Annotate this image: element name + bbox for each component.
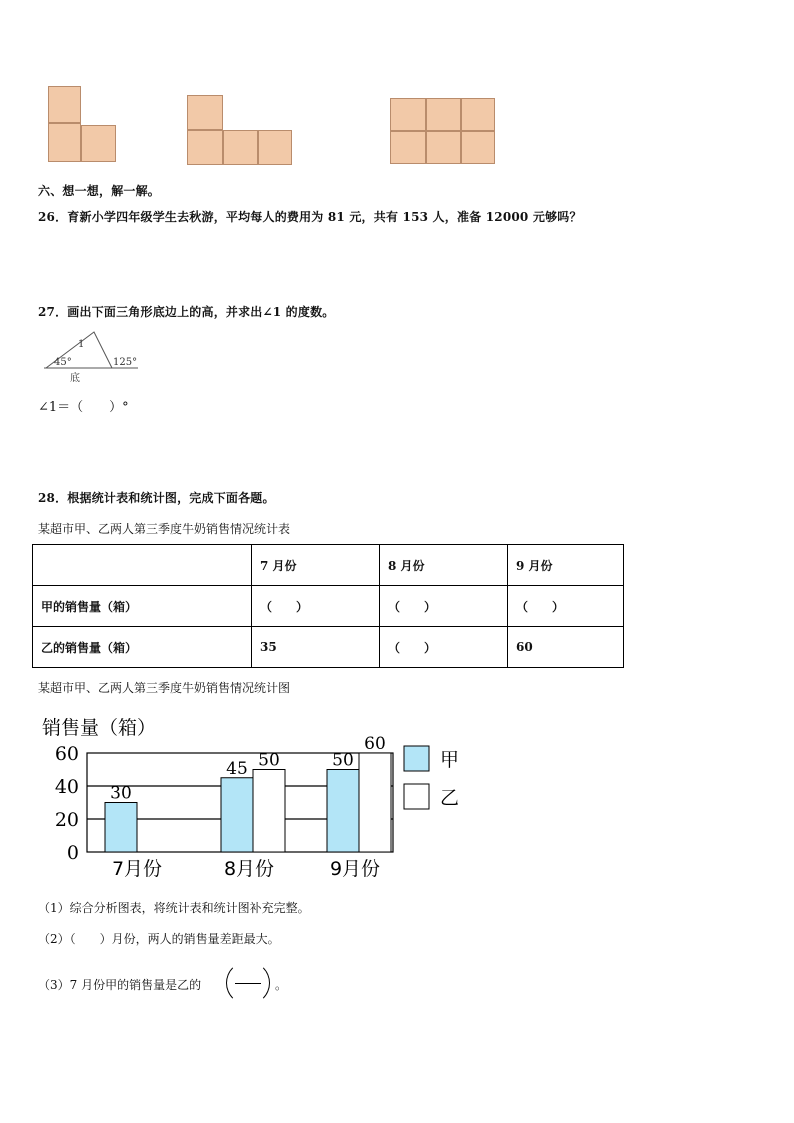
y-tick-label: 60 [54, 743, 79, 765]
y-axis-label: 销售量（箱） [42, 717, 157, 739]
legend-swatch [404, 746, 429, 771]
table-header-cell: 8 月份 [380, 545, 508, 586]
bar-value-label: 30 [110, 783, 132, 804]
table-header-cell: 7 月份 [252, 545, 380, 586]
angle-45-label: 45° [54, 357, 72, 368]
table-cell: 35 [252, 627, 380, 668]
bar-value-label: 60 [364, 734, 386, 754]
table-row [33, 627, 624, 668]
bar-value-label: 50 [332, 750, 354, 771]
bar-甲-2 [327, 770, 359, 853]
bar-甲-0 [105, 803, 137, 853]
legend-label: 甲 [440, 749, 460, 771]
sentence-end-period: 。 [275, 978, 288, 992]
question-26: 26．育新小学四年级学生去秋游，平均每人的费用为 81 元，共有 153 人，准备 12000 元够吗？ [38, 210, 582, 224]
table-cell: 甲的销售量（箱） [33, 586, 252, 627]
angle-1-label: 1 [78, 339, 85, 350]
sub-question-1: （1）综合分析图表，将统计表和统计图补充完整。 [38, 901, 310, 915]
fraction-line [235, 983, 261, 984]
table-header-row [33, 545, 624, 586]
x-tick-label: 7月份 [111, 858, 163, 880]
section-heading: 六、想一想，解一解。 [38, 184, 161, 198]
y-tick-label: 20 [54, 809, 79, 831]
triangle-figure [40, 328, 145, 384]
table-cell: 60 [508, 627, 624, 668]
x-tick-label: 9月份 [329, 858, 381, 880]
question-28: 28．根据统计表和统计图，完成下面各题。 [38, 491, 275, 505]
bar-chart [36, 708, 476, 883]
base-label: 底 [70, 373, 80, 384]
stat-table [32, 544, 624, 668]
bar-value-label: 45 [226, 758, 248, 779]
question-27: 27．画出下面三角形底边上的高，并求出∠1 的度数。 [38, 305, 335, 319]
table-row [33, 586, 624, 627]
table-cell: （ ） [380, 586, 508, 627]
table-cell: （ ） [380, 627, 508, 668]
legend-label: 乙 [440, 787, 460, 809]
table-header-cell [33, 545, 252, 586]
chart-caption: 某超市甲、乙两人第三季度牛奶销售情况统计图 [38, 681, 291, 695]
table-title: 某超市甲、乙两人第三季度牛奶销售情况统计表 [38, 522, 291, 536]
bar-甲-1 [221, 778, 253, 852]
x-tick-label: 8月份 [223, 858, 275, 880]
bar-乙-2 [359, 753, 391, 852]
table-cell: （ ） [508, 586, 624, 627]
bar-value-label: 50 [258, 750, 280, 771]
table-header-cell: 9 月份 [508, 545, 624, 586]
bar-乙-1 [253, 770, 285, 853]
table-cell: （ ） [252, 586, 380, 627]
angle-answer: ∠1＝（ ）° [38, 400, 129, 415]
legend-swatch [404, 784, 429, 809]
sub-question-2: （2）（ ）月份，两人的销售量差距最大。 [38, 932, 280, 946]
table-cell: 乙的销售量（箱） [33, 627, 252, 668]
angle-125-label: 125° [113, 357, 138, 368]
sub-question-3: （3）7 月份甲的销售量是乙的 [38, 978, 202, 992]
y-tick-label: 0 [66, 842, 79, 864]
y-tick-label: 40 [54, 776, 79, 798]
